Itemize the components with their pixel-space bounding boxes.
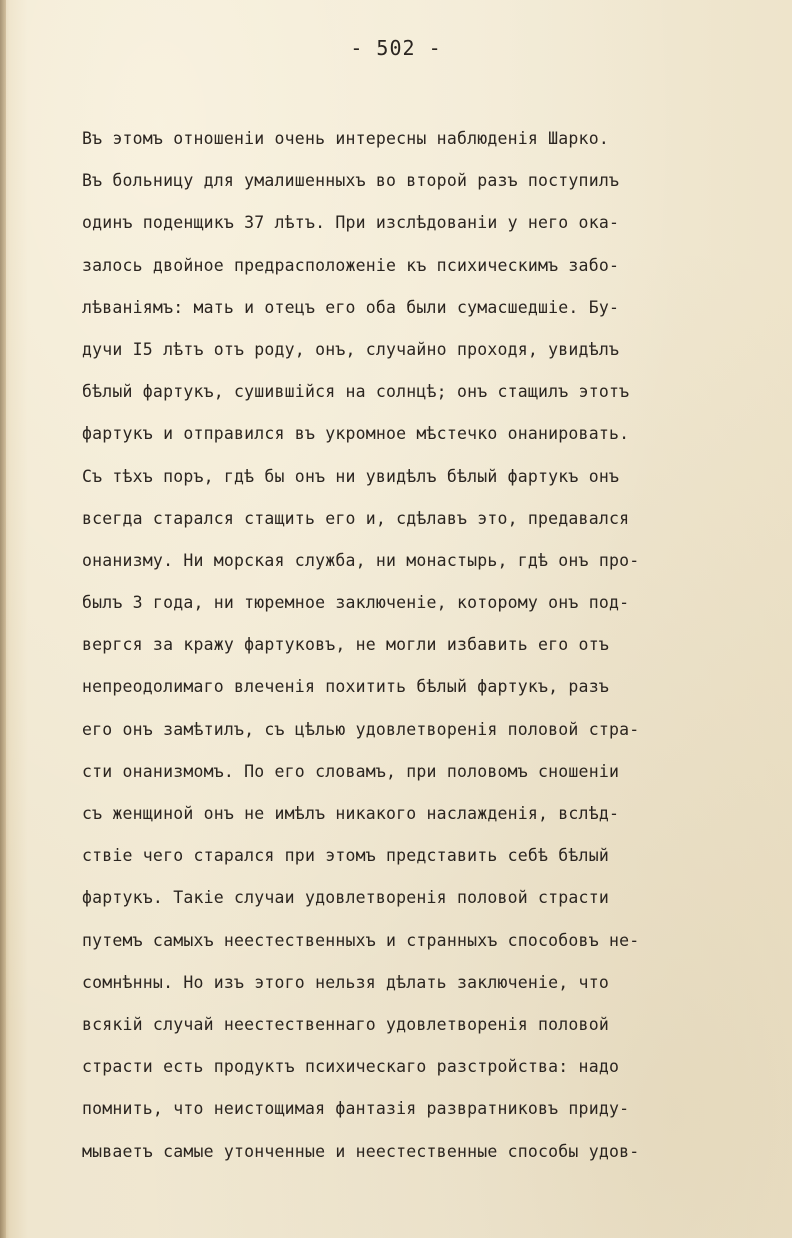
text-line: лѣванiямъ: мать и отецъ его оба были сумасшедшiе. Бу- bbox=[82, 297, 620, 317]
page-binding-edge bbox=[0, 0, 6, 1238]
text-line: бѣлый фартукъ, сушившiйся на солнцѣ; онъ стащилъ этотъ bbox=[82, 382, 630, 402]
text-line: сти онанизмомъ. По его словамъ, при половомъ сношенiи bbox=[82, 761, 620, 781]
text-line: съ женщиной онъ не имѣлъ никакого наслажденiя, вслѣд- bbox=[82, 804, 620, 823]
text-line: всегда старался стащить его и, сдѣлавъ это, предавался bbox=[82, 508, 630, 528]
text-line: мываетъ самые утонченные и неестественные способы удов- bbox=[82, 1141, 640, 1161]
text-line: сомнѣнны. Но изъ этого нельзя дѣлать заключенiе, что bbox=[82, 972, 609, 992]
text-line: страсти есть продуктъ психическаго разстройства: надо bbox=[82, 1057, 620, 1077]
text-line: одинъ поденщикъ 37 лѣтъ. При изслѣдованiи у него ока- bbox=[82, 213, 620, 233]
text-line: ствiе чего старался при этомъ представить себѣ бѣлый bbox=[82, 846, 609, 866]
text-line: непреодолимаго влеченiя похитить бѣлый фартукъ, разъ bbox=[82, 677, 609, 697]
page-number: - 502 - bbox=[350, 36, 442, 60]
text-line: фартукъ. Такiе случаи удовлетворенiя половой страсти bbox=[82, 888, 609, 908]
body-text bbox=[82, 118, 782, 1173]
text-line: Съ тѣхъ поръ, гдѣ бы онъ ни увидѣлъ бѣлый фартукъ онъ bbox=[82, 466, 620, 486]
text-line: его онъ замѣтилъ, съ цѣлью удовлетворенiя половой стра- bbox=[82, 719, 640, 739]
text-line: былъ 3 года, ни тюремное заключенiе, которому онъ под- bbox=[82, 593, 630, 613]
text-line: вергся за кражу фартуковъ, не могли избавить его отъ bbox=[82, 635, 609, 655]
text-line: всякiй случай неестественнаго удовлетворенiя половой bbox=[82, 1014, 609, 1034]
text-line: помнить, что неистощимая фантазiя развратниковъ приду- bbox=[82, 1099, 630, 1119]
text-line: Въ этомъ отношенiи очень интересны наблюденiя Шарко. bbox=[82, 129, 609, 148]
text-line: онанизму. Ни морская служба, ни монастырь, гдѣ онъ про- bbox=[82, 550, 640, 570]
text-line: фартукъ и отправился въ укромное мѣстечко онанировать. bbox=[82, 424, 630, 444]
text-line: Въ больницу для умалишенныхъ во второй разъ поступилъ bbox=[82, 171, 620, 191]
text-line: путемъ самыхъ неестественныхъ и странныхъ способовъ не- bbox=[82, 930, 640, 950]
text-line: дучи I5 лѣтъ отъ роду, онъ, случайно проходя, увидѣлъ bbox=[82, 339, 620, 359]
text-line: залось двойное предрасположенiе къ психическимъ забо- bbox=[82, 255, 620, 275]
